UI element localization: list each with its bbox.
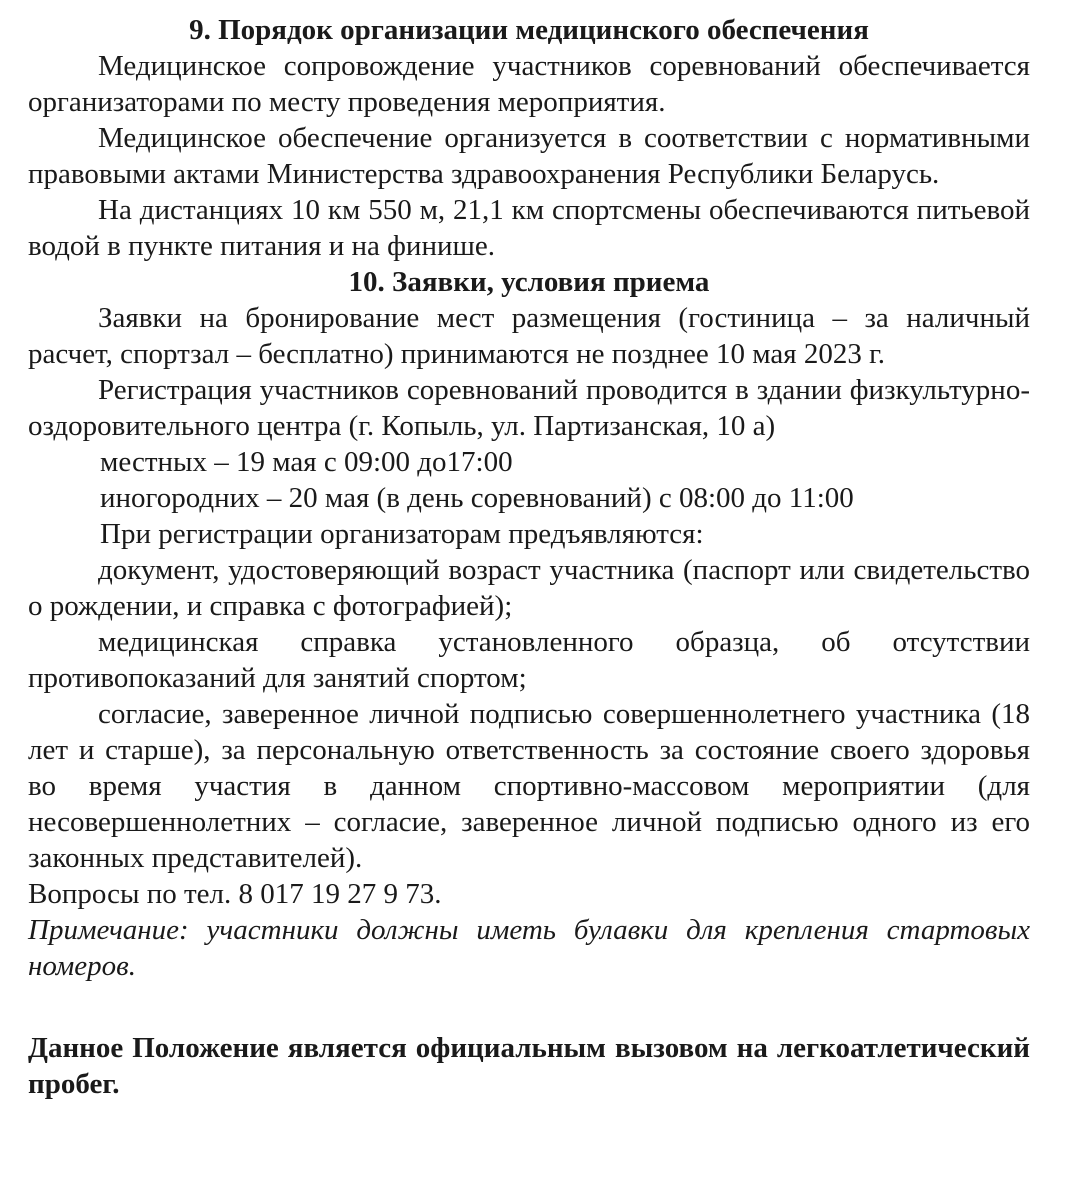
document-item-1: документ, удостоверяющий возраст участника (паспорт или свидетельство о рождении, и справка с фотографией);	[28, 554, 1030, 622]
contact-phone: Вопросы по тел. 8 017 19 27 9 73.	[28, 878, 442, 910]
section-9-paragraph-2: Медицинское обеспечение организуется в соответствии с нормативными правовыми актами Министерства здравоохранения Республики Беларусь.	[28, 122, 1030, 190]
registration-nonlocal: иногородних – 20 мая (в день соревнований) с 08:00 до 11:00	[100, 482, 854, 514]
registration-local: местных – 19 мая с 09:00 до17:00	[100, 446, 513, 478]
closing-statement: Данное Положение является официальным вызовом на легкоатлетический пробег.	[28, 1032, 1030, 1100]
section-10-paragraph-2: Регистрация участников соревнований проводится в здании физкультурно-оздоровительного центра (г. Копыль, ул. Партизанская, 10 а)	[28, 374, 1030, 442]
note: Примечание: участники должны иметь булавки для крепления стартовых номеров.	[28, 914, 1030, 982]
section-9-title: 9. Порядок организации медицинского обеспечения	[189, 14, 869, 46]
section-9-paragraph-1: Медицинское сопровождение участников соревнований обеспечивается организаторами по месту проведения мероприятия.	[28, 50, 1030, 118]
document-item-2: медицинская справка установленного образца, об отсутствии противопоказаний для занятий спортом;	[28, 626, 1030, 694]
documents-intro: При регистрации организаторам предъявляются:	[100, 518, 704, 550]
document-item-3: согласие, заверенное личной подписью совершеннолетнего участника (18 лет и старше), за персональную ответственность за состояние своего здоровья во время участия в данном спортивно-массовом мероприятии (для несовершеннолетних – согласие, заверенное личной подписью одного из его законных представителей).	[28, 698, 1030, 874]
document-page	[28, 12, 1030, 1102]
section-10-title: 10. Заявки, условия приема	[348, 266, 710, 298]
section-10-paragraph-1: Заявки на бронирование мест размещения (гостиница – за наличный расчет, спортзал – бесплатно) принимаются не позднее 10 мая 2023 г.	[28, 302, 1030, 370]
section-9-paragraph-3: На дистанциях 10 км 550 м, 21,1 км спортсмены обеспечиваются питьевой водой в пункте питания и на финише.	[28, 194, 1030, 262]
